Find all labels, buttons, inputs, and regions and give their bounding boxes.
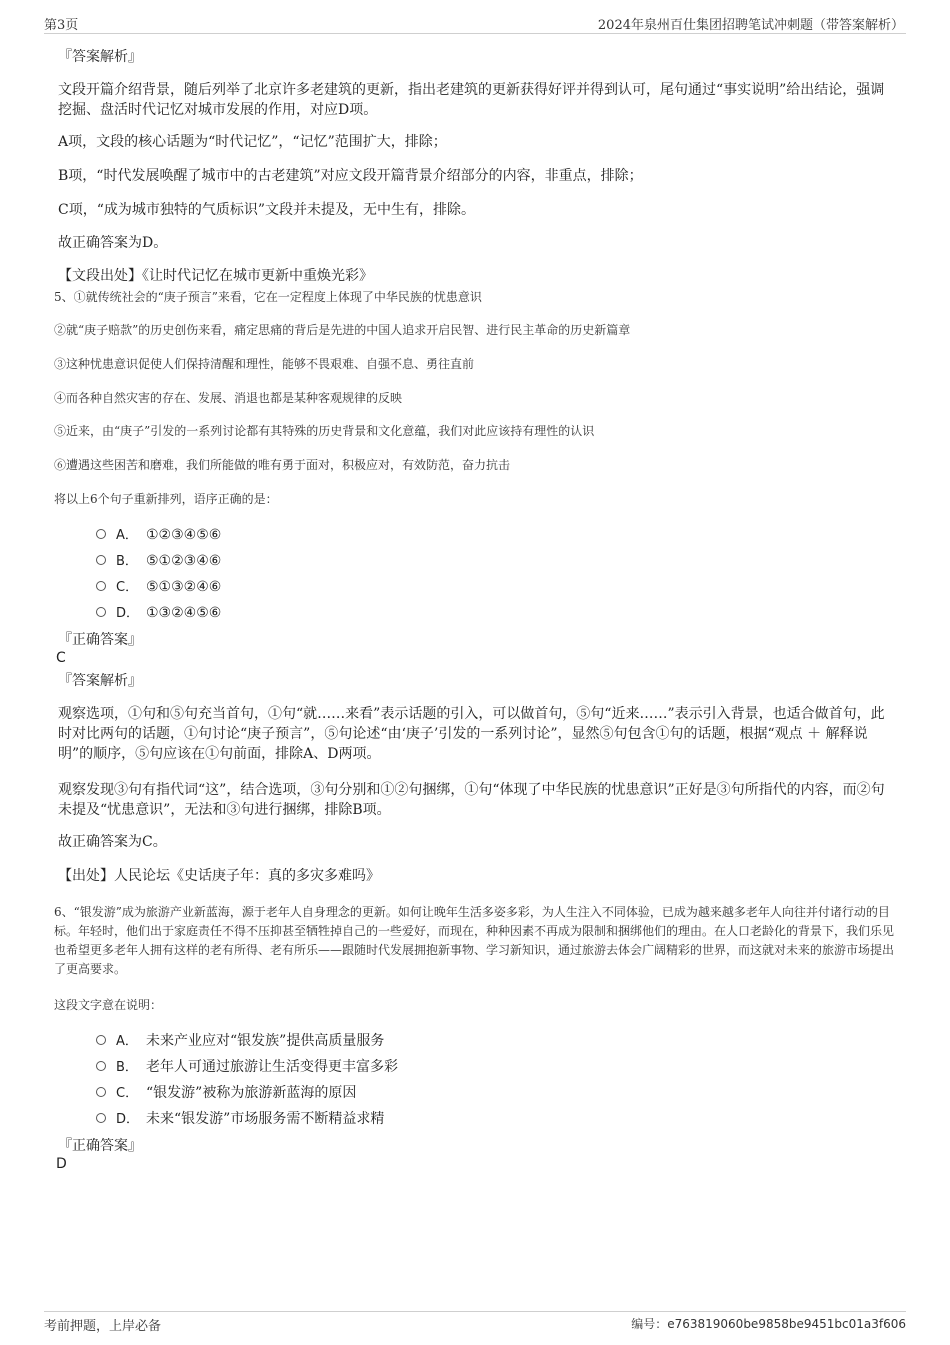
option-text: 未来“银发游”市场服务需不断精益求精 (146, 1111, 385, 1127)
option-letter: A． (116, 1034, 138, 1049)
q6-option-c[interactable] (96, 1083, 356, 1103)
radio-icon[interactable] (96, 581, 106, 591)
footer-divider (44, 1311, 906, 1312)
option-letter: C． (116, 1086, 139, 1101)
q5-analysis-p1: 观察选项，①句和⑤句充当首句，①句“就……来看”表示话题的引入，可以做首句，⑤句“近来……”表示引入背景，也适合做首句，此时对比两句的话题，①句讨论“庚子预言”，⑤句论述“由‘庚子’引发的一系列讨论”，显然⑤句包含①句的话题，根据“观点 ＋ 解释说明”的顺序，⑤句应该在①句前面，排除A、D两项。 (58, 706, 885, 762)
q6-option-b[interactable] (96, 1057, 398, 1077)
radio-icon[interactable] (96, 529, 106, 539)
document-title: 2024年泉州百仕集团招聘笔试冲刺题（带答案解析） (597, 18, 904, 33)
footer-slogan: 考前押题，上岸必备 (44, 1319, 162, 1334)
q5-analysis-p2: 观察发现③句有指代词“这”，结合选项，③句分别和①②句捆绑，①句“体现了中华民族的忧患意识”正好是③句所指代的内容，而②句未提及“忧患意识”，无法和③句进行捆绑，排除B项。 (58, 782, 885, 818)
document-id: 编号：e763819060be9858be9451bc01a3f606 (631, 1317, 906, 1331)
q5-analysis-title: 『答案解析』 (58, 673, 142, 689)
radio-icon[interactable] (96, 555, 106, 565)
option-text: ①②③④⑤⑥ (146, 527, 222, 543)
radio-icon[interactable] (96, 1087, 106, 1097)
q5-sentence-1: 5、①就传统社会的“庚子预言”来看，它在一定程度上体现了中华民族的忧患意识 (54, 290, 482, 304)
q5-option-c[interactable] (96, 577, 221, 597)
q4-analysis-title: 『答案解析』 (58, 49, 142, 65)
header-divider (44, 33, 906, 34)
q6-answer: D (56, 1156, 67, 1172)
option-text: “银发游”被称为旅游新蓝海的原因 (146, 1085, 357, 1101)
q5-answer-title: 『正确答案』 (58, 632, 142, 648)
q4-source: 【文段出处】《让时代记忆在城市更新中重焕光彩》 (58, 268, 373, 284)
q4-analysis-p2: A项，文段的核心话题为“时代记忆”，“记忆”范围扩大，排除； (58, 134, 447, 150)
option-letter: B． (116, 554, 138, 569)
q5-sentence-5: ⑤近来，由“庚子”引发的一系列讨论都有其特殊的历史背景和文化意蕴，我们对此应该持有理性的认识 (54, 424, 595, 438)
q5-option-b[interactable] (96, 551, 221, 571)
q4-analysis-p4: C项，“成为城市独特的气质标识”文段并未提及，无中生有，排除。 (58, 202, 476, 218)
radio-icon[interactable] (96, 607, 106, 617)
q6-option-a[interactable] (96, 1031, 384, 1051)
q4-analysis-p1: 文段开篇介绍背景，随后列举了北京许多老建筑的更新，指出老建筑的更新获得好评并得到认可，尾句通过“事实说明”给出结论，强调挖掘、盘活时代记忆对城市发展的作用，对应D项。 (58, 82, 885, 118)
option-text: 未来产业应对“银发族”提供高质量服务 (146, 1033, 385, 1049)
q5-option-d[interactable] (96, 603, 221, 623)
radio-icon[interactable] (96, 1113, 106, 1123)
option-letter: C． (116, 580, 139, 595)
page-number: 第3页 (44, 18, 79, 33)
q6-answer-title: 『正确答案』 (58, 1138, 142, 1154)
q5-sentence-6: ⑥遭遇这些困苦和磨难，我们所能做的唯有勇于面对，积极应对，有效防范，奋力抗击 (54, 458, 511, 472)
option-letter: D． (116, 606, 140, 621)
q5-sentence-2: ②就“庚子赔款”的历史创伤来看，痛定思痛的背后是先进的中国人追求开启民智、进行民主革命的历史新篇章 (54, 323, 631, 337)
q5-source: 【出处】人民论坛《史话庚子年：真的多灾多难吗》 (58, 868, 380, 884)
option-text: 老年人可通过旅游让生活变得更丰富多彩 (146, 1059, 398, 1075)
q5-prompt: 将以上6个句子重新排列，语序正确的是： (54, 492, 278, 506)
q6-option-d[interactable] (96, 1109, 384, 1129)
option-letter: A． (116, 528, 138, 543)
q6-prompt: 这段文字意在说明： (54, 998, 163, 1012)
option-letter: D． (116, 1112, 140, 1127)
radio-icon[interactable] (96, 1061, 106, 1071)
option-text: ①③②④⑤⑥ (146, 605, 222, 621)
q5-sentence-3: ③这种忧患意识促使人们保持清醒和理性，能够不畏艰难、自强不息、勇往直前 (54, 357, 475, 371)
q5-sentence-4: ④而各种自然灾害的存在、发展、消退也都是某种客观规律的反映 (54, 391, 403, 405)
q5-analysis-p3: 故正确答案为C。 (58, 834, 167, 850)
radio-icon[interactable] (96, 1035, 106, 1045)
option-text: ⑤①②③④⑥ (146, 553, 222, 569)
q4-analysis-p3: B项，“时代发展唤醒了城市中的古老建筑”对应文段开篇背景介绍部分的内容，非重点，排除； (58, 168, 643, 184)
q4-analysis-p5: 故正确答案为D。 (58, 235, 168, 251)
q5-option-a[interactable] (96, 525, 221, 545)
q6-stem: 6、“银发游”成为旅游产业新蓝海，源于老年人自身理念的更新。如何让晚年生活多姿多彩，为人生注入不同体验，已成为越来越多老年人向往并付诸行动的目标。年轻时，他们出于家庭责任不得不压抑甚至牺牲掉自己的一些爱好，而现在，种种因素不再成为限制和捆绑他们的理由。在人口老龄化的背景下，我们乐见也希望更多老年人拥有这样的老有所得、老有所乐——跟随时代发展拥抱新事物、学习新知识，通过旅游去体会广阔精彩的世界，而这就对未来的旅游市场提出了更高要求。 (54, 905, 895, 976)
q5-answer: C (56, 650, 66, 666)
option-text: ⑤①③②④⑥ (146, 579, 222, 595)
option-letter: B． (116, 1060, 138, 1075)
